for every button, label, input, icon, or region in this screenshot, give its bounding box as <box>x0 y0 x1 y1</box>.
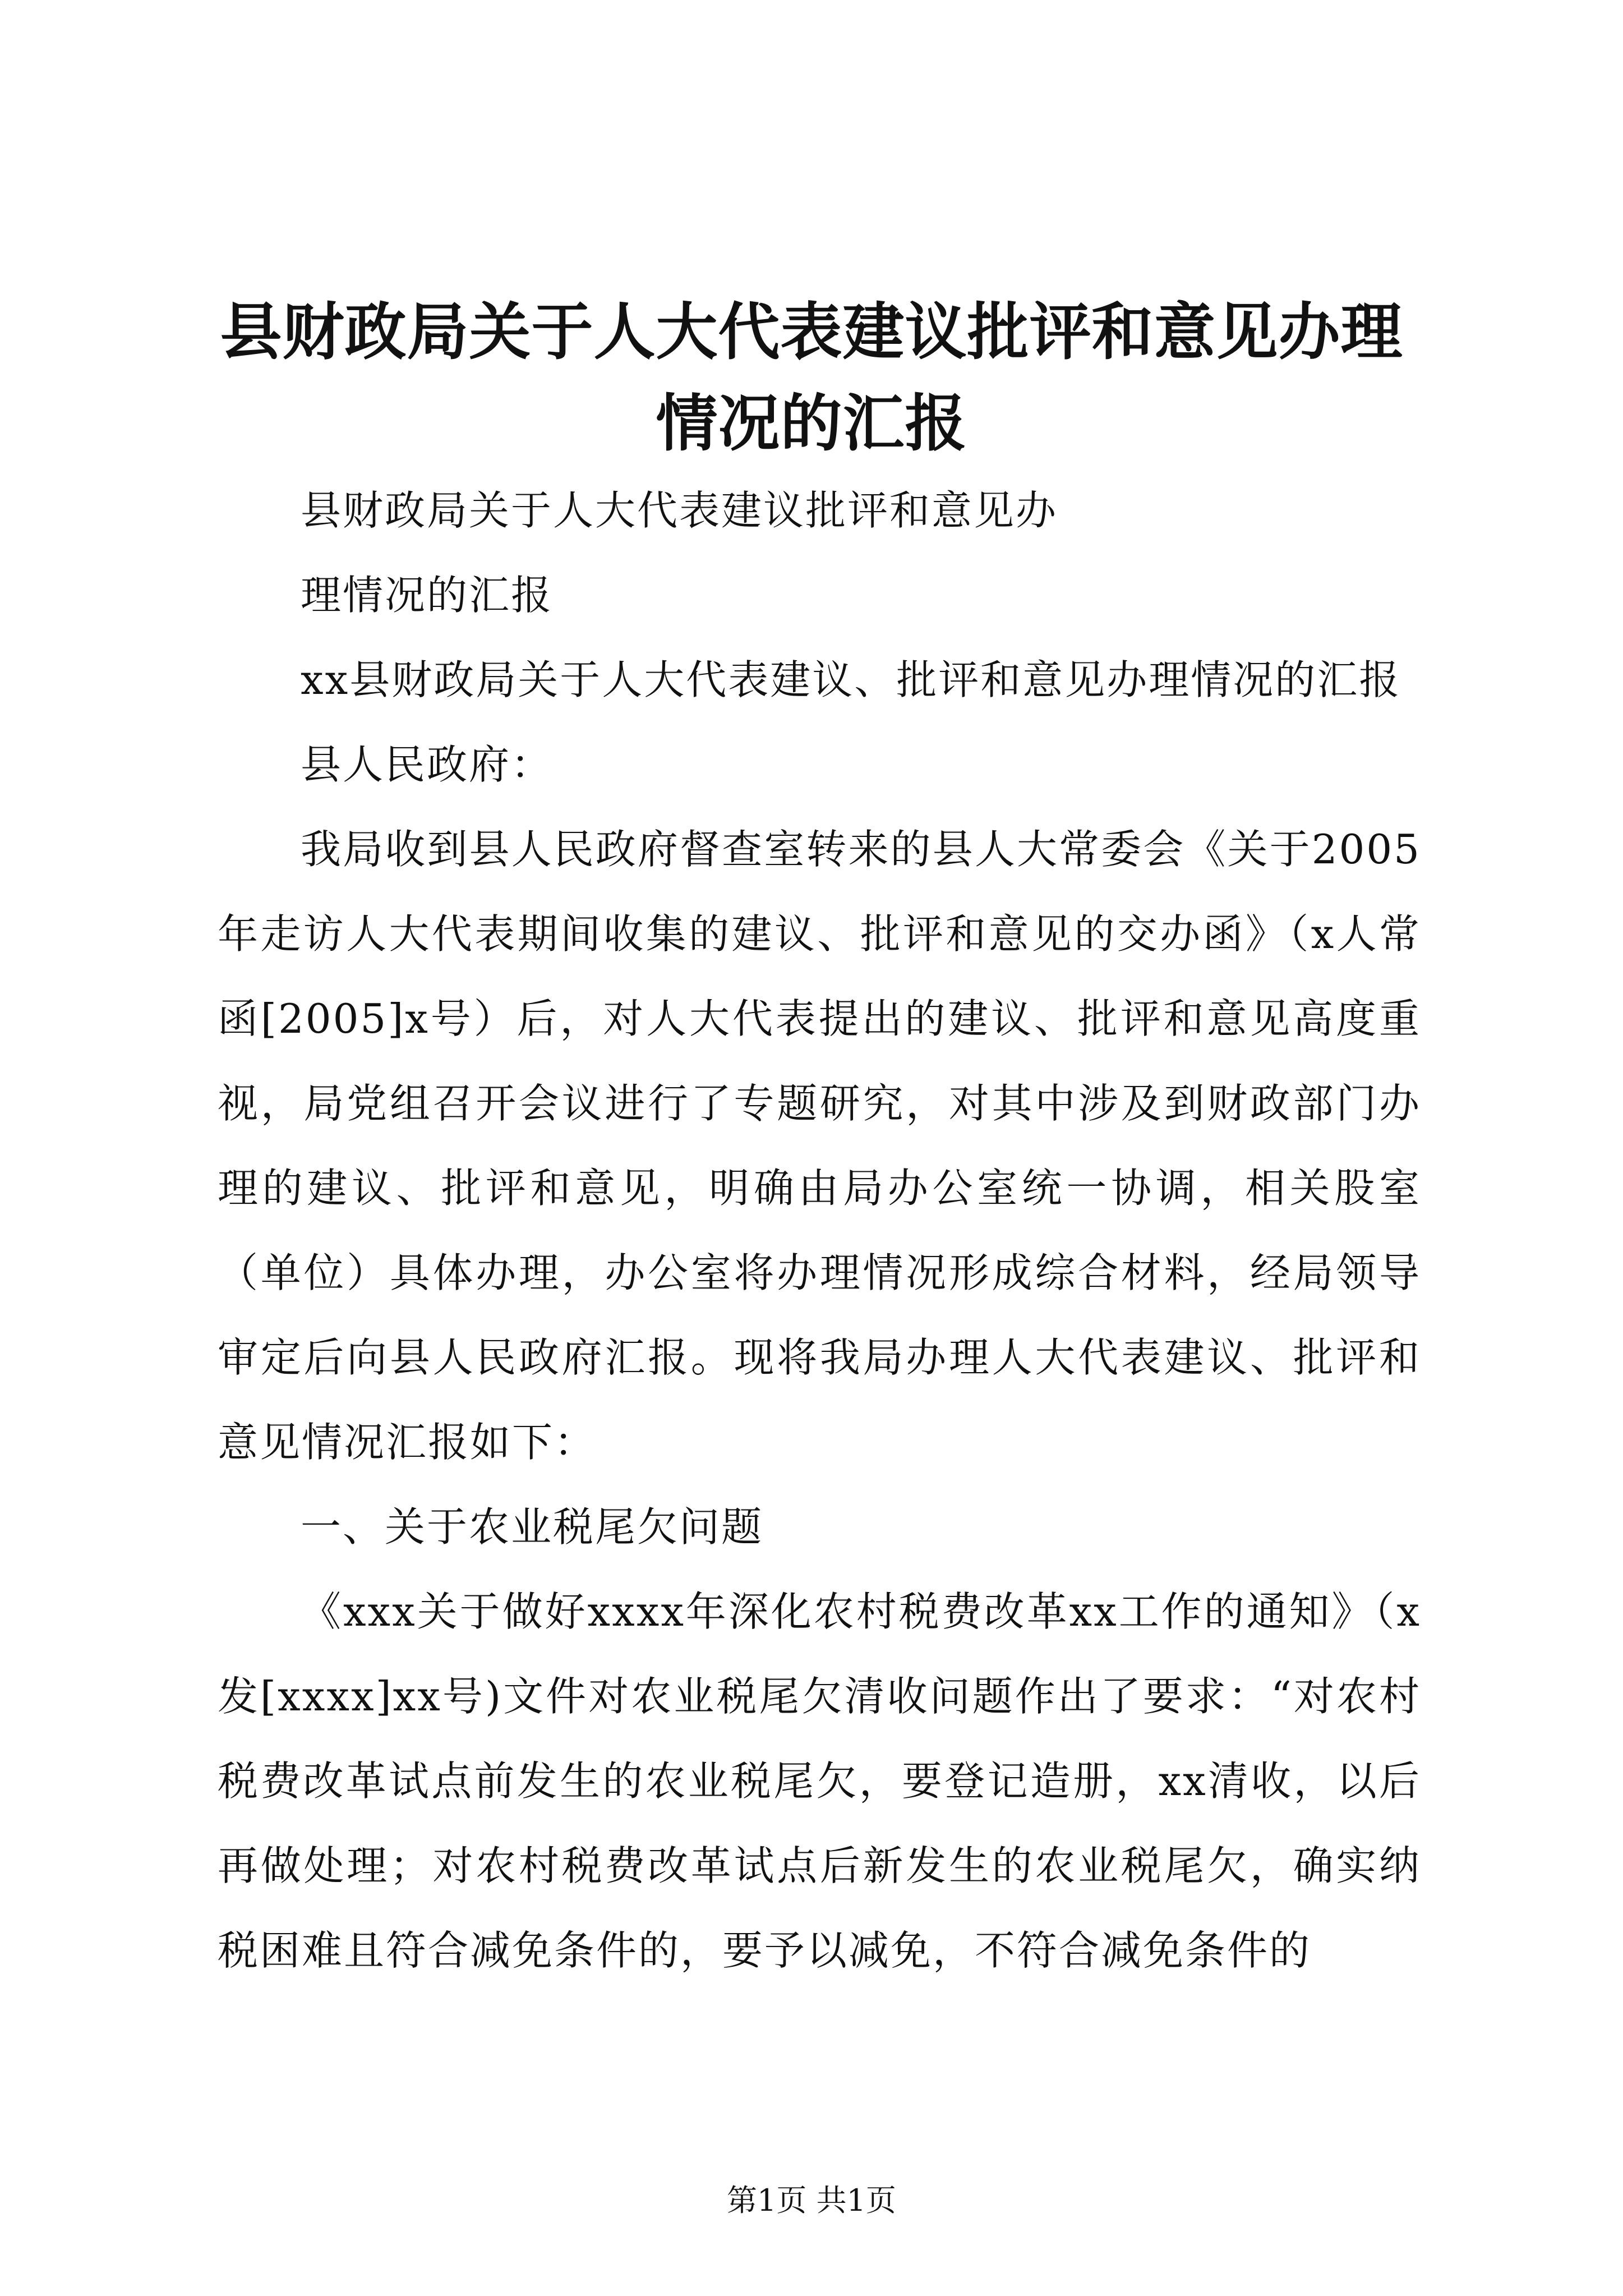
report-heading: xx县财政局关于人大代表建议、批评和意见办理情况的汇报 <box>301 656 1401 703</box>
page-footer: 第1页 共1页 <box>727 2183 896 2218</box>
body-paragraph: 《xxx关于做好xxxx年深化农村税费改革xx工作的通知》（x发[xxxx]xx号)文件对农业税尾欠清收问题作出了要求：“对农村税费改革试点前发生的农业税尾欠，要登记造册，xx清收，以后再做处理；对农村税费改革试点后新发生的农业税尾欠，确实纳税困难且符合减免条件的，要予以减免，不符合减免条件的 <box>218 1588 1421 1974</box>
body-paragraph: 我局收到县人民政府督查室转来的县人大常委会《关于2005年走访人大代表期间收集的建议、批评和意见的交办函》（x人常函[2005]x号）后，对人大代表提出的建议、批评和意见高度重视，局党组召开会议进行了专题研究，对其中涉及到财政部门办理的建议、批评和意见，明确由局办公室统一协调，相关股室（单位）具体办理，办公室将办理情况形成综合材料，经局领导审定后向县人民政府汇报。现将我局办理人大代表建议、批评和意见情况汇报如下： <box>218 826 1421 1466</box>
subtitle-line-2: 理情况的汇报 <box>301 572 554 619</box>
document-title: 县财政局关于人大代表建议批评和意见办理情况的汇报 <box>220 296 1403 459</box>
subtitle-line-1: 县财政局关于人大代表建议批评和意见办 <box>301 487 1058 534</box>
salutation: 县人民政府： <box>301 741 554 788</box>
document-body <box>218 468 1421 1993</box>
section-heading: 一、关于农业税尾欠问题 <box>301 1503 764 1550</box>
